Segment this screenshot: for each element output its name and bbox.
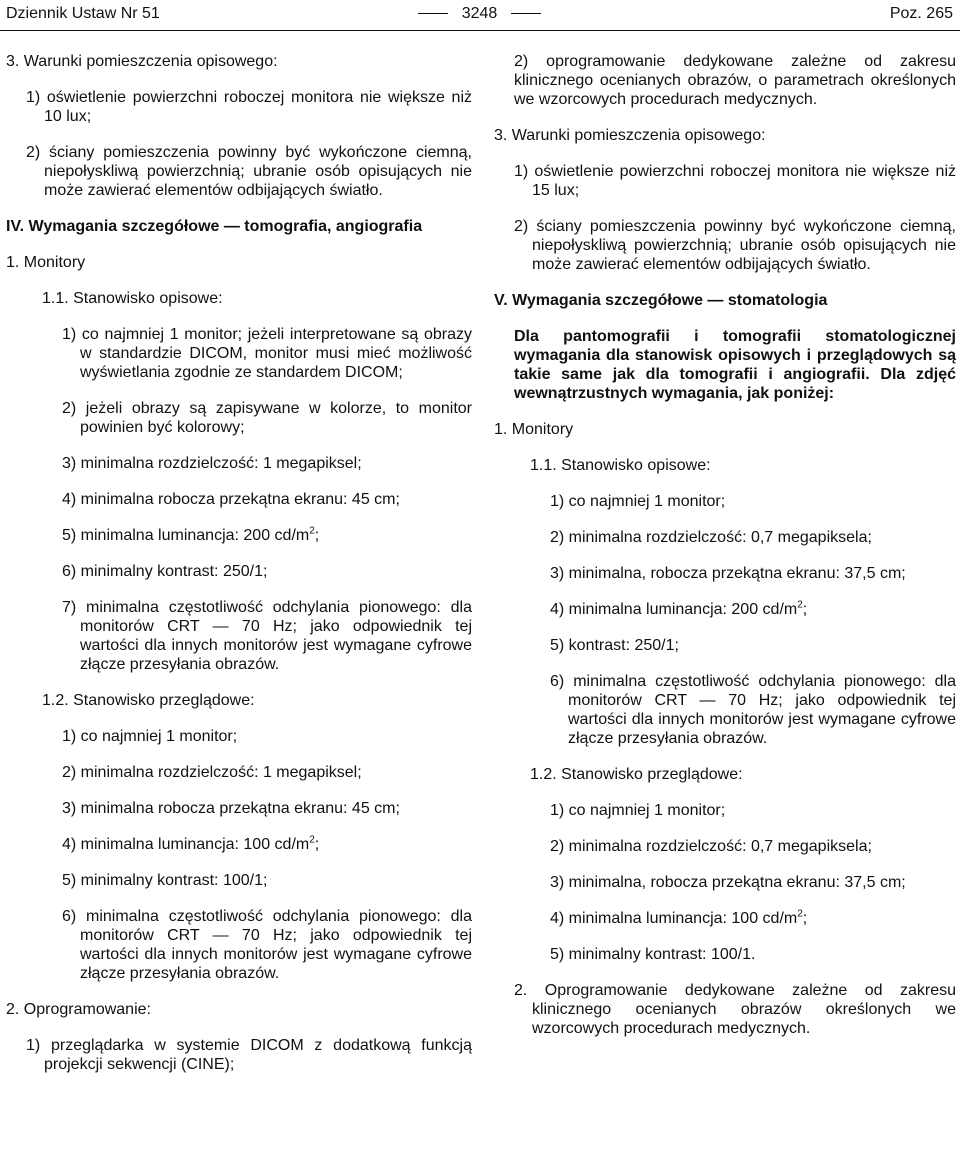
- list-item: 4) minimalna robocza przekątna ekranu: 45 cm;: [62, 491, 400, 508]
- list-item: 6) minimalna częstotliwość odchylania pionowego: dla monitorów CRT — 70 Hz; jako odpowiednik tej wartości dla innych monitorów jest wymagane cyfrowe złącze przesyłania obrazów.: [550, 673, 956, 747]
- page-header: [6, 4, 953, 28]
- subsection-heading: 2. Oprogramowanie:: [6, 1001, 151, 1018]
- list-item: [6, 835, 472, 854]
- list-item: 2) minimalna rozdzielczość: 1 megapiksel;: [62, 764, 362, 781]
- list-item: 2) jeżeli obrazy są zapisywane w kolorze, to monitor powinien być kolorowy;: [62, 400, 472, 436]
- subsection-heading: 1.1. Stanowisko opisowe:: [530, 457, 711, 474]
- list-item-text: 4) minimalna luminancja: 100 cd/m: [62, 836, 310, 853]
- list-item: 1) co najmniej 1 monitor;: [550, 493, 726, 510]
- list-item: 1) przeglądarka w systemie DICOM z dodatkową funkcją projekcji sekwencji (CINE);: [26, 1037, 472, 1073]
- subsection-heading: 1.1. Stanowisko opisowe:: [42, 290, 223, 307]
- list-item: 5) minimalny kontrast: 100/1;: [62, 872, 268, 889]
- intro-paragraph: Dla pantomografii i tomografii stomatologicznej wymagania dla stanowisk opisowych i przeglądowych są takie same jak dla tomografii i angiografii. Dla zdjęć wewnątrzustnych wymagania, jak poniżej:: [514, 328, 956, 402]
- list-item: 5) kontrast: 250/1;: [550, 637, 679, 654]
- list-item: 1) co najmniej 1 monitor; jeżeli interpretowane są obrazy w standardzie DICOM, monitor musi mieć możliwość wyświetlania zgodnie ze standardem DICOM;: [62, 326, 472, 381]
- left-column: [6, 52, 472, 1091]
- section-3-heading: 3. Warunki pomieszczenia opisowego:: [494, 127, 766, 144]
- list-item-text: ;: [802, 601, 808, 618]
- list-item: 2) ściany pomieszczenia powinny być wykończone ciemną, niepołyskliwą powierzchnią; ubranie osób opisujących nie może zawierać elementów odbijających światło.: [26, 144, 472, 199]
- superscript: 2: [797, 908, 803, 920]
- subsection-heading: 1. Monitory: [6, 254, 86, 271]
- list-item: 1) oświetlenie powierzchni roboczej monitora nie większe niż 10 lux;: [26, 89, 472, 125]
- header-divider: [0, 30, 960, 31]
- right-column: [494, 52, 956, 1055]
- list-item: 2) oprogramowanie dedykowane zależne od zakresu klinicznego ocenianych obrazów, o parametrach określonych we wzorcowych procedurach medycznych.: [514, 53, 956, 108]
- list-item: 3) minimalna robocza przekątna ekranu: 45 cm;: [62, 800, 400, 817]
- section-3-heading: 3. Warunki pomieszczenia opisowego:: [6, 53, 278, 70]
- subsection-heading: 1.2. Stanowisko przeglądowe:: [530, 766, 743, 783]
- list-item-text: ;: [314, 836, 320, 853]
- list-item: 5) minimalny kontrast: 100/1.: [550, 946, 756, 963]
- list-item: 6) minimalna częstotliwość odchylania pionowego: dla monitorów CRT — 70 Hz; jako odpowiednik tej wartości dla innych monitorów jest wymagane cyfrowe złącze przesyłania obrazów.: [62, 908, 472, 982]
- list-item: 2) ściany pomieszczenia powinny być wykończone ciemną, niepołyskliwą powierzchnią; ubranie osób opisujących nie może zawierać elementów odbijających światło.: [514, 218, 956, 273]
- section-iv-heading: IV. Wymagania szczegółowe — tomografia, angiografia: [6, 218, 423, 235]
- list-item: 6) minimalny kontrast: 250/1;: [62, 563, 268, 580]
- list-item-text: 4) minimalna luminancja: 100 cd/m: [550, 910, 798, 927]
- page-number-block: [6, 4, 953, 23]
- list-item-text: ;: [314, 527, 320, 544]
- subsection-heading: 1. Monitory: [494, 421, 574, 438]
- superscript: 2: [309, 525, 315, 537]
- list-item-text: 4) minimalna luminancja: 200 cd/m: [550, 601, 798, 618]
- list-item: 1) co najmniej 1 monitor;: [62, 728, 238, 745]
- superscript: 2: [797, 599, 803, 611]
- dash-left: [418, 13, 448, 14]
- list-item: 2) minimalna rozdzielczość: 0,7 megapiksela;: [550, 838, 872, 855]
- page-number: 3248: [461, 5, 498, 22]
- list-item-text: ;: [802, 910, 808, 927]
- section-v-heading: V. Wymagania szczegółowe — stomatologia: [494, 292, 828, 309]
- list-item: 7) minimalna częstotliwość odchylania pionowego: dla monitorów CRT — 70 Hz; jako odpowiednik tej wartości dla innych monitorów jest wymagane cyfrowe złącze przesyłania obrazów.: [62, 599, 472, 673]
- subsection-heading: 1.2. Stanowisko przeglądowe:: [42, 692, 255, 709]
- list-item: 3) minimalna, robocza przekątna ekranu: 37,5 cm;: [550, 874, 906, 891]
- list-item: [6, 526, 472, 545]
- list-item: 3) minimalna, robocza przekątna ekranu: 37,5 cm;: [550, 565, 906, 582]
- list-item: 1) oświetlenie powierzchni roboczej monitora nie większe niż 15 lux;: [514, 163, 956, 199]
- superscript: 2: [309, 834, 315, 846]
- position-number: Poz. 265: [889, 5, 953, 22]
- list-item: 2. Oprogramowanie dedykowane zależne od zakresu klinicznego ocenianych obrazów określonych we wzorcowych procedurach medycznych.: [514, 982, 956, 1037]
- list-item: 2) minimalna rozdzielczość: 0,7 megapiksela;: [550, 529, 872, 546]
- dash-right: [511, 13, 541, 14]
- list-item: [494, 909, 956, 928]
- list-item: [494, 600, 956, 619]
- journal-title: Dziennik Ustaw Nr 51: [6, 5, 160, 22]
- list-item: 3) minimalna rozdzielczość: 1 megapiksel;: [62, 455, 362, 472]
- list-item: 1) co najmniej 1 monitor;: [550, 802, 726, 819]
- list-item-text: 5) minimalna luminancja: 200 cd/m: [62, 527, 310, 544]
